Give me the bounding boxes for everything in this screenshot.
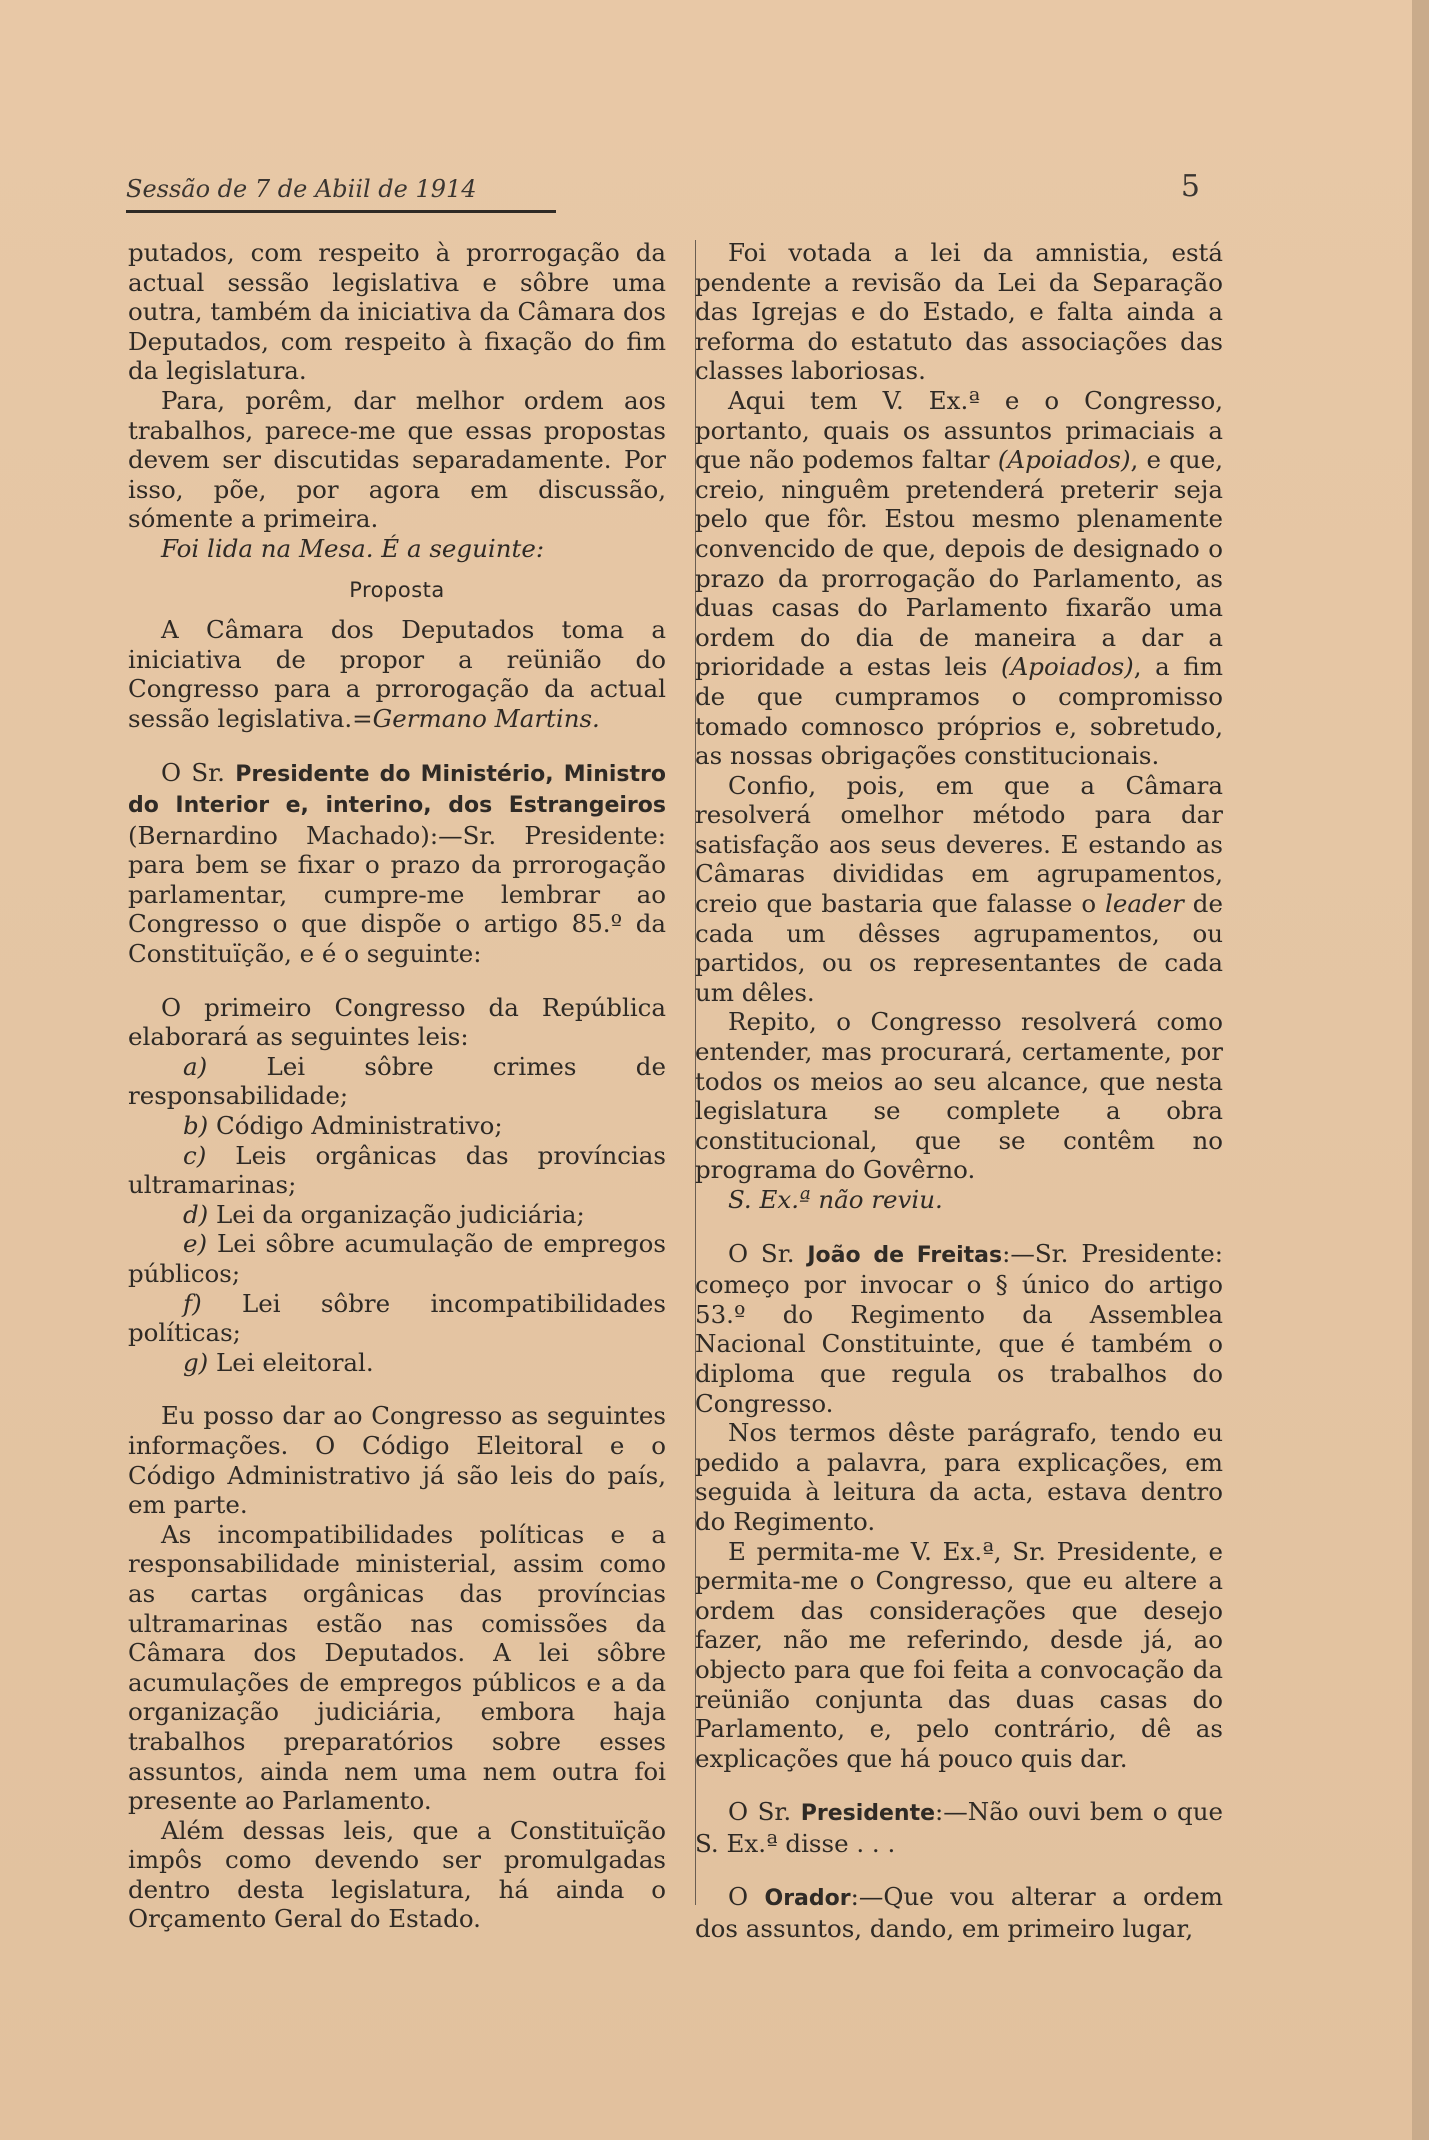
paragraph: Confio, pois, em que a Câmara resolverá omelhor método para dar satisfação aos seus deveres. E estando as Câmaras divididas em agrupamentos, creio que bastaria que falasse o leader de cada um dêsses agrupamentos, ou partidos, ou os representantes de cada um dêles. <box>695 770 1223 1007</box>
speaker-paragraph: O Sr. Presidente do Ministério, Ministro do Interior e, interino, dos Estrangeiros (Bernardino Machado):—Sr. Presidente: para bem se fixar o prazo da prrorogação parlamentar, cumpre-me lembrar ao Congresso o que dispõe o artigo 85.º da Constituïção, e é o seguinte: <box>128 757 666 969</box>
paragraph: Além dessas leis, que a Constituïção impôs como devendo ser promulgadas dentro desta legislatura, há ainda o Orçamento Geral do Estado. <box>128 1815 666 1934</box>
paragraph: Nos termos dêste parágrafo, tendo eu pedido a palavra, para explicações, em seguida à leitura da acta, estava dentro do Regimento. <box>695 1418 1223 1536</box>
list-item: f) Lei sôbre incompatibilidades políticas; <box>128 1288 666 1348</box>
list-item: b) Código Administrativo; <box>183 1111 503 1141</box>
editorial-note: S. Ex.ª não reviu. <box>728 1185 943 1214</box>
right-column <box>695 238 1223 1944</box>
speaker-name: Presidente <box>800 1801 936 1827</box>
list-item: a) Lei sôbre crimes de responsabilidade; <box>128 1051 666 1111</box>
speaker-name: João de Freitas <box>807 1242 1003 1268</box>
paragraph: As incompatibilidades políticas e a responsabilidade ministerial, assim como as cartas orgânicas das províncias ultramarinas estão nas comissões da Câmara dos Deputados. A lei sôbre acumulações de empregos públicos e a da organização judiciária, embora haja trabalhos preparatórios sobre esses assuntos, ainda nem uma nem outra foi presente ao Parlamento. <box>128 1519 666 1816</box>
signature: =Germano Martins. <box>352 703 600 733</box>
paragraph: Aqui tem V. Ex.ª e o Congresso, portanto, quais os assuntos primaciais a que não podemos faltar (Apoiados), e que, creio, ninguêm pretenderá preterir seja pelo que fôr. Estou mesmo plenamente convencido de que, depois de designado o prazo da prorrogação do Parlamento, as duas casas do Parlamento fixarão uma ordem do dia de maneira a dar a prioridade a estas leis (Apoiados), a fim de que cumpramos o compromisso tomado comnosco próprios e, sobretudo, as nossas obrigações constitucionais. <box>695 385 1223 771</box>
proposal-text: A Câmara dos Deputados toma a iniciativa de propor a reünião do Congresso para a prrorogação da actual sessão legislativa.=Germano Martins. <box>128 615 666 733</box>
speaker-name: Orador <box>764 1886 851 1912</box>
section-heading: Proposta <box>349 577 445 602</box>
paragraph: Repito, o Congresso resolverá como entender, mas procurará, certamente, por todos os meios ao seu alcance, que nesta legislatura se complete a obra constitucional, que se contêm no programa do Govêrno. <box>695 1007 1223 1185</box>
speaker-name: Presidente do Ministério, Ministro do Interior e, interino, dos Estrangeiros <box>128 761 666 819</box>
list-item: e) Lei sôbre acumulação de empregos públicos; <box>128 1229 666 1288</box>
page-number: 5 <box>1180 169 1200 204</box>
list-item: d) Lei da organização judiciária; <box>183 1199 585 1229</box>
speaker-paragraph: O Sr. João de Freitas:—Sr. Presidente: começo por invocar o § único do artigo 53.º do Regimento da Assemblea Nacional Constituinte, que é também o diploma que regula os trabalhos do Congresso. <box>695 1238 1223 1418</box>
paragraph: putados, com respeito à prorrogação da actual sessão legislativa e sôbre uma outra, também da iniciativa da Câmara dos Deputados, com respeito à fixação do fim da legislatura. <box>128 238 666 386</box>
header-rule <box>126 210 556 213</box>
speaker-paragraph: O Sr. Presidente:—Não ouvi bem o que S. Ex.ª disse . . . <box>695 1797 1223 1858</box>
paragraph: E permita-me V. Ex.ª, Sr. Presidente, e permita-me o Congresso, que eu altere a ordem das considerações que desejo fazer, não me referindo, desde já, ao objecto para que foi feita a convocação da reünião conjunta das duas casas do Parlamento, e, pelo contrário, dê as explicações que há pouco quis dar. <box>695 1536 1223 1773</box>
paragraph: Para, porêm, dar melhor ordem aos trabalhos, parece-me que essas propostas devem ser discutidas separadamente. Por isso, põe, por agora em discussão, sómente a primeira. <box>128 385 666 534</box>
paragraph: O primeiro Congresso da República elaborará as seguintes leis: <box>128 992 666 1052</box>
page-header <box>126 169 1200 215</box>
paragraph: Foi votada a lei da amnistia, está pendente a revisão da Lei da Separação das Igrejas e do Estado, e falta ainda a reforma do estatuto das associações das classes laboriosas. <box>695 238 1223 386</box>
speaker-paragraph: O Orador:—Que vou alterar a ordem dos assuntos, dando, em primeiro lugar, <box>695 1882 1223 1944</box>
page-edge <box>1412 0 1429 2140</box>
running-title: Sessão de 7 de Abiil de 1914 <box>126 175 477 203</box>
left-column <box>128 238 666 1934</box>
paragraph: Foi lida na Mesa. É a seguinte: <box>161 533 545 563</box>
list-item: g) Lei eleitoral. <box>183 1347 374 1377</box>
paragraph: Eu posso dar ao Congresso as seguintes informações. O Código Eleitoral e o Código Administrativo já são leis do país, em parte. <box>128 1401 666 1520</box>
list-item: c) Leis orgânicas das províncias ultramarinas; <box>128 1140 666 1200</box>
